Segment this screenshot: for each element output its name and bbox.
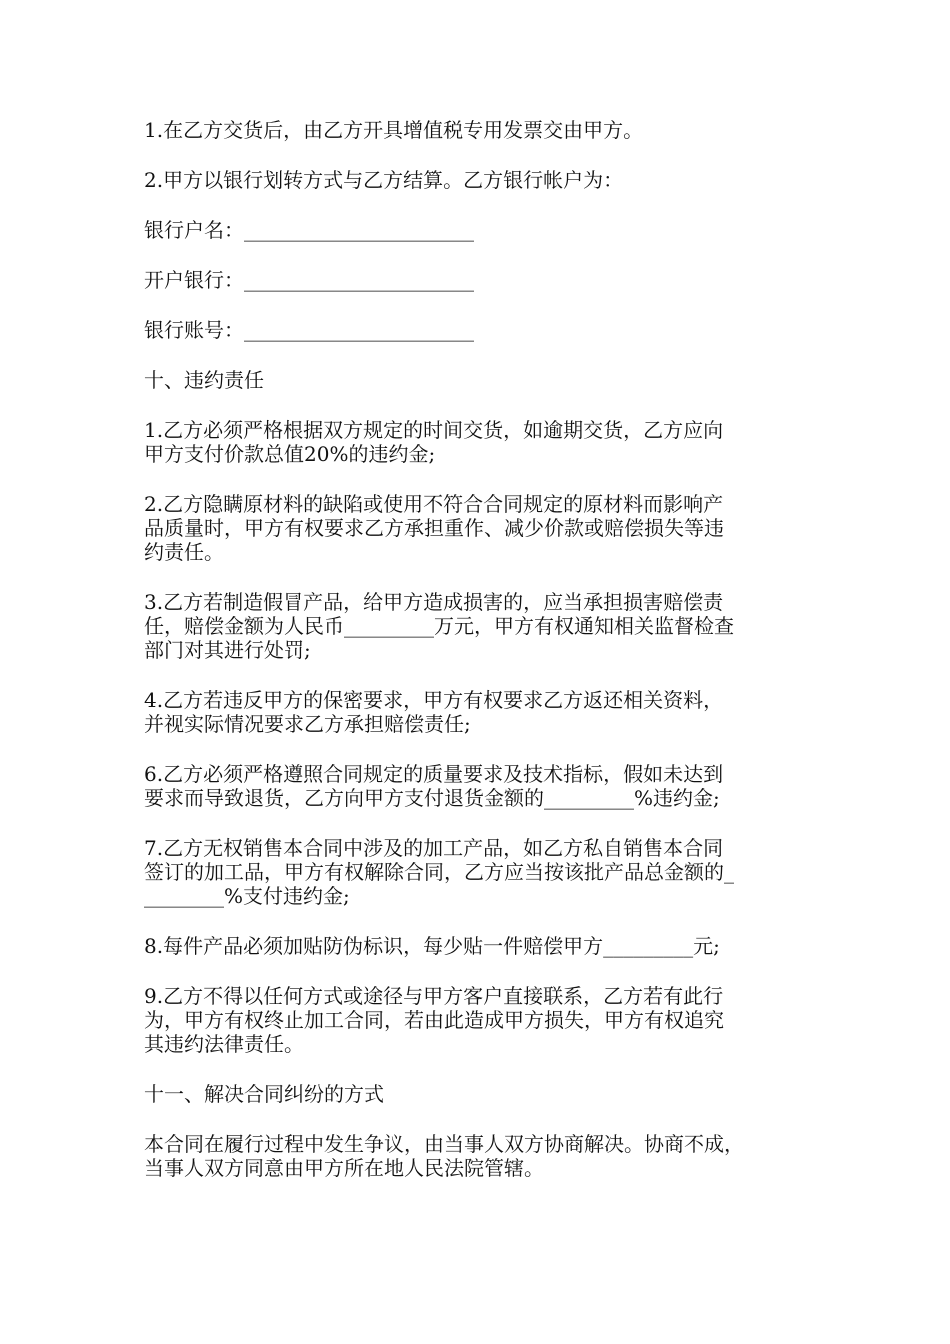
field-bank-name: 开户银行：_______________________ — [144, 268, 474, 292]
clause-breach-9: 9.乙方不得以任何方式或途径与甲方客户直接联系，乙方若有此行 为，甲方有权终止加工合同，若由此造成甲方损失，甲方有权追究 其违约法律责任。 — [144, 984, 724, 1056]
field-bank-account-number: 银行账号：_______________________ — [144, 318, 474, 342]
clause-breach-2: 2.乙方隐瞒原材料的缺陷或使用不符合合同规定的原材料而影响产 品质量时，甲方有权要求乙方承担重作、减少价款或赔偿损失等违 约责任。 — [144, 492, 724, 564]
clause-breach-1: 1.乙方必须严格根据双方规定的时间交货，如逾期交货，乙方应向 甲方支付价款总值20%的违约金; — [144, 418, 724, 466]
clause-disputes: 本合同在履行过程中发生争议，由当事人双方协商解决。协商不成， 当事人双方同意由甲方所在地人民法院管辖。 — [144, 1132, 744, 1180]
section-heading-breach: 十、违约责任 — [144, 368, 264, 392]
section-heading-disputes: 十一、解决合同纠纷的方式 — [144, 1082, 384, 1106]
paragraph-settlement: 2.甲方以银行划转方式与乙方结算。乙方银行帐户为： — [144, 168, 624, 192]
clause-breach-4: 4.乙方若违反甲方的保密要求，甲方有权要求乙方返还相关资料， 并视实际情况要求乙方承担赔偿责任; — [144, 688, 724, 736]
clause-breach-8: 8.每件产品必须加贴防伪标识，每少贴一件赔偿甲方_________元; — [144, 934, 720, 958]
clause-breach-3: 3.乙方若制造假冒产品，给甲方造成损害的，应当承担损害赔偿责 任，赔偿金额为人民币_________万元，甲方有权通知相关监督检查 部门对其进行处罚; — [144, 590, 734, 662]
clause-breach-7: 7.乙方无权销售本合同中涉及的加工产品，如乙方私自销售本合同 签订的加工品，甲方有权解除合同，乙方应当按该批产品总金额的_ ________%支付违约金; — [144, 836, 734, 908]
document-page — [144, 118, 844, 1180]
clause-breach-6: 6.乙方必须严格遵照合同规定的质量要求及技术指标，假如未达到 要求而导致退货，乙方向甲方支付退货金额的_________%违约金; — [144, 762, 724, 810]
field-bank-account-name: 银行户名：_______________________ — [144, 218, 474, 242]
paragraph-invoice: 1.在乙方交货后，由乙方开具增值税专用发票交由甲方。 — [144, 118, 644, 142]
